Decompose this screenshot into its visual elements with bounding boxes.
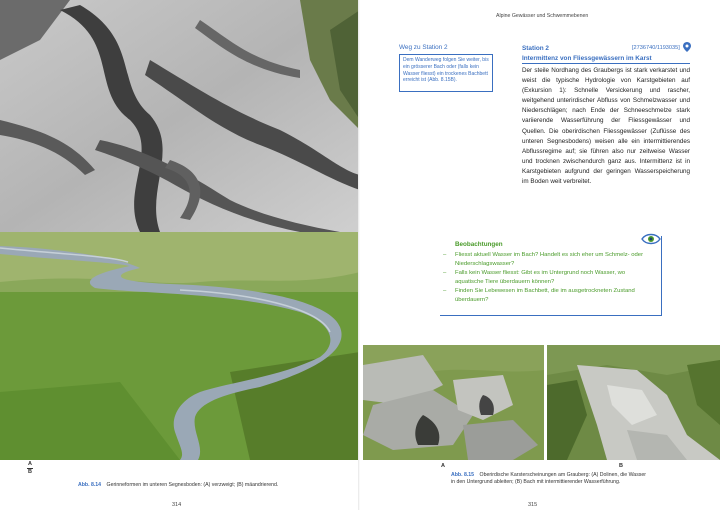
figure-caption-8-14 [78, 482, 338, 489]
marker-a: A [28, 461, 32, 467]
caption-label: Abb. 8.14 [78, 482, 102, 488]
photo-sinkholes [363, 345, 544, 460]
caption-text: Gerinneformen im unteren Segnesboden: (A) verzweigt; (B) mäandrierend. [106, 482, 279, 488]
photo-intermittent-stream [547, 345, 720, 460]
map-pin-icon [683, 42, 691, 52]
station-body-text: Der steile Nordhang des Graubergs ist stark verkarstet und weist die typische Hydrologie von Karstgebieten auf (Exkursion 1): Schnelle Versickerung und rascher, weitgehend unterirdischer Abfluss von Schmelzwasser und Niederschlägen; nach Ende der Schneeschmelze stark variierende Wasserführung der Fliessgewässer und Quellen. Die oberirdischen Fliessgewässer (Zuflüsse des unteren Segnesbodens) weisen alle ein intermittierendes Abflussregime auf; sie führen also nur zeitweise Wasser und trocknen zwischendurch ganz aus. Intermittenz ist in Karstgebieten aufgrund der geringen Wasserspeicherung im Boden weit verbreitet. [522, 67, 690, 186]
caption-label: Abb. 8.15 [451, 472, 475, 478]
marker-b: B [28, 468, 32, 475]
page-number-right: 315 [528, 502, 538, 508]
photo-braided-river [0, 0, 360, 232]
route-box [399, 54, 493, 92]
station-coordinates: [2736740/1193035] [632, 45, 680, 51]
observations-title: Beobachtungen [455, 241, 503, 248]
observation-item: – Fliesst aktuell Wasser im Bach? Handelt es sich eher um Schmelz- oder Niederschlagswasser? [443, 251, 648, 269]
photo-letter-a: A [441, 463, 445, 469]
eye-icon [641, 233, 661, 245]
station-rule [522, 63, 690, 64]
observation-item: – Falls kein Wasser fliesst: Gibt es im Untergrund noch Wasser, wo aquatische Tiere überdauern können? [443, 269, 648, 287]
photo-letter-b: B [619, 463, 623, 469]
observation-item: – Finden Sie Lebewesen im Bachbett, die im ausgetrockneten Zustand überdauern? [443, 287, 648, 305]
running-head: Alpine Gewässer und Schwemmebenen [496, 13, 589, 19]
figure-caption-8-15 [451, 472, 651, 486]
photo-ab-marker [27, 461, 33, 475]
route-title: Weg zu Station 2 [399, 44, 448, 51]
route-text: Dem Wanderweg folgen Sie weiter, bis ein grösserer Bach oder (falls kein Wasser fliesst) ein trockenes Bachbett erreicht ist (Abb. 8.15B). [403, 57, 489, 84]
station-title: Intermittenz von Fliessgewässern im Karst [522, 55, 652, 62]
station-number: Station 2 [522, 45, 549, 52]
page-number-left: 314 [172, 502, 182, 508]
photo-meandering-river [0, 232, 360, 460]
caption-text: Oberirdische Karsterscheinungen am Grauberg: (A) Dolinen, die Wasser in den Untergrund ableiten; (B) Bach mit intermittierender Wasserführung. [451, 472, 646, 485]
observations-list [443, 251, 648, 305]
